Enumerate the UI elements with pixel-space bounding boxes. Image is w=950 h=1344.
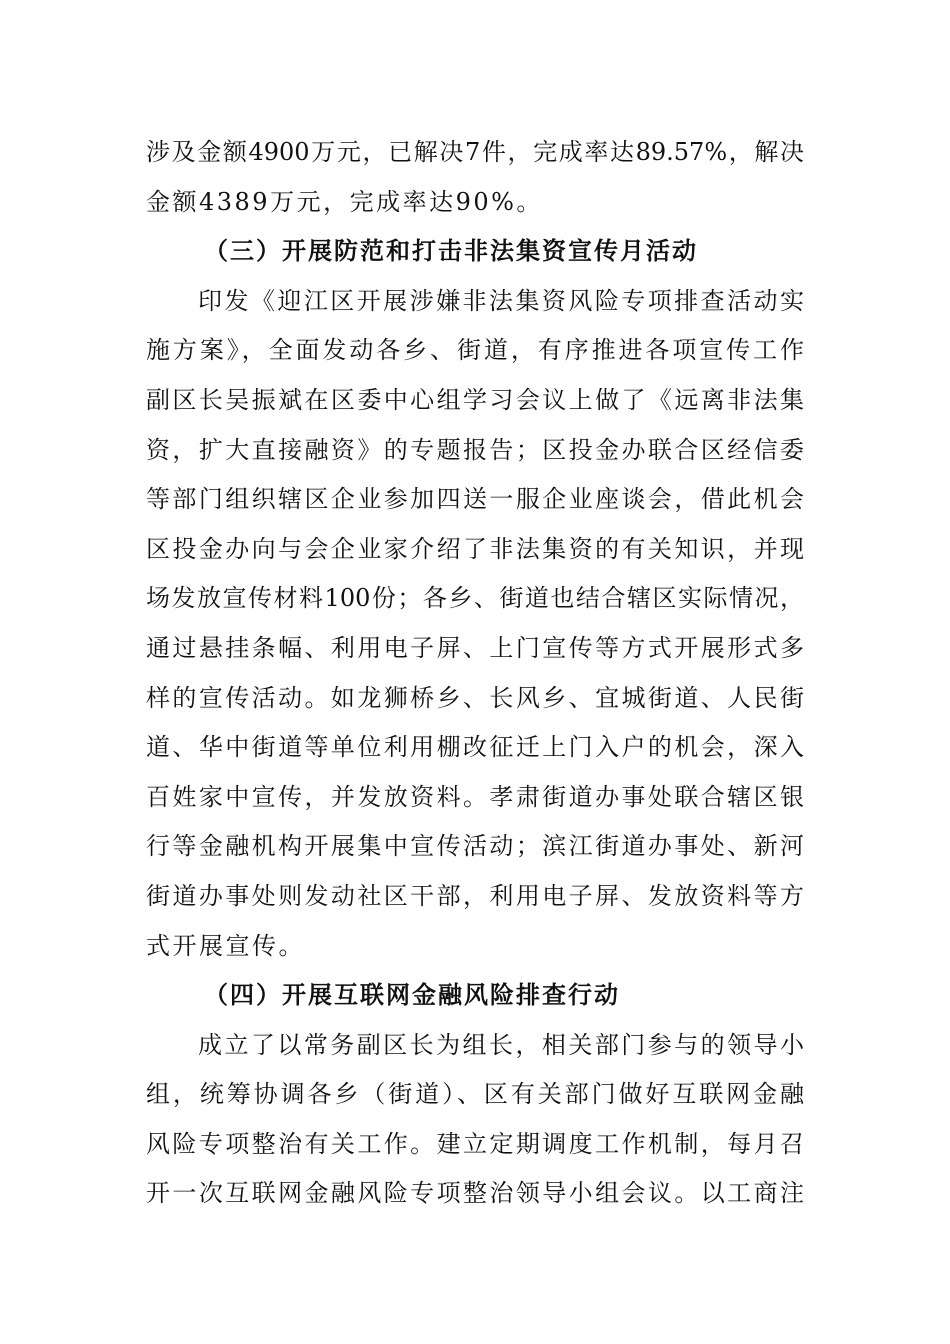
paragraph-line: 涉及金额4900万元，已解决7件，完成率达89.57%，解决 bbox=[146, 138, 804, 166]
paragraph-line: 印发《迎江区开展涉嫌非法集资风险专项排查活动实 bbox=[198, 286, 804, 315]
paragraph-line: 等部门组织辖区企业参加四送一服企业座谈会，借此机会 bbox=[146, 485, 804, 514]
paragraph-line: 风险专项整治有关工作。建立定期调度工作机制，每月召 bbox=[146, 1129, 804, 1158]
document-body bbox=[146, 128, 804, 1219]
paragraph-line: 金额4389万元，完成率达90%。 bbox=[146, 187, 543, 216]
paragraph-line: 开一次互联网金融风险专项整治领导小组会议。以工商注 bbox=[146, 1179, 804, 1208]
paragraph-line: 组，统筹协调各乡（街道）、区有关部门做好互联网金融 bbox=[146, 1080, 804, 1109]
paragraph-line: 道、华中街道等单位利用棚改征迁上门入户的机会，深入 bbox=[146, 733, 804, 762]
paragraph-line: 行等金融机构开展集中宣传活动；滨江街道办事处、新河 bbox=[146, 832, 804, 861]
paragraph-line: 区投金办向与会企业家介绍了非法集资的有关知识，并现 bbox=[146, 534, 804, 563]
paragraph-line: 场发放宣传材料100份；各乡、街道也结合辖区实际情况， bbox=[146, 584, 804, 613]
section-heading-4: （四）开展互联网金融风险排查行动 bbox=[204, 981, 620, 1010]
paragraph-line: 样的宣传活动。如龙狮桥乡、长风乡、宜城街道、人民街 bbox=[146, 683, 804, 712]
paragraph-line: 街道办事处则发动社区干部，利用电子屏、发放资料等方 bbox=[146, 881, 804, 910]
paragraph-line: 施方案》，全面发动各乡、街道，有序推进各项宣传工作 bbox=[146, 336, 804, 365]
paragraph-line: 百姓家中宣传，并发放资料。孝肃街道办事处联合辖区银 bbox=[146, 782, 804, 811]
paragraph-line: 通过悬挂条幅、利用电子屏、上门宣传等方式开展形式多 bbox=[146, 633, 804, 662]
paragraph-line: 副区长吴振斌在区委中心组学习会议上做了《远离非法集 bbox=[146, 385, 804, 414]
section-heading-3: （三）开展防范和打击非法集资宣传月活动 bbox=[204, 237, 698, 266]
paragraph-line: 式开展宣传。 bbox=[146, 931, 305, 960]
paragraph-line: 成立了以常务副区长为组长，相关部门参与的领导小 bbox=[198, 1030, 804, 1059]
paragraph-line: 资，扩大直接融资》的专题报告；区投金办联合区经信委 bbox=[146, 435, 804, 464]
